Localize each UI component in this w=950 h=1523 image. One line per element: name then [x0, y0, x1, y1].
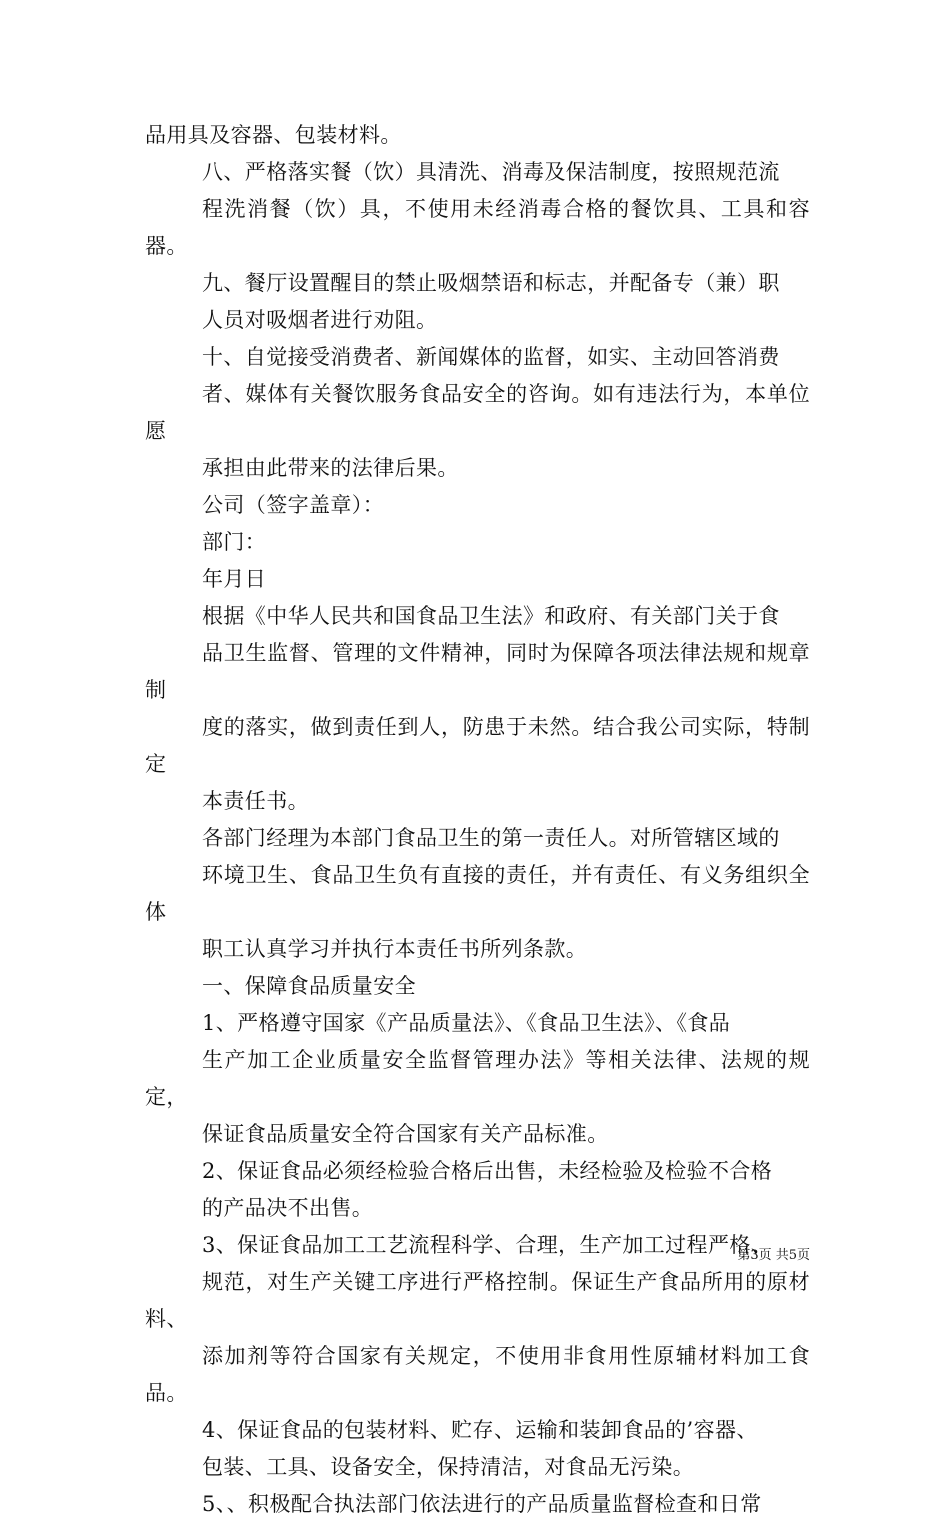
text-line: 品卫生监督、管理的文件精神，同时为保障各项法律法规和规章制: [145, 641, 810, 702]
paragraph: [145, 1412, 810, 1486]
text-line: 包装、工具、设备安全，保持清洁，对食品无污染。: [202, 1455, 695, 1479]
text-line: 人员对吸烟者进行劝阻。: [202, 308, 438, 332]
paragraph: [145, 1005, 810, 1153]
text-line: 十、自觉接受消费者、新闻媒体的监督，如实、主动回答消费: [202, 345, 780, 369]
text-line: 的产品决不出售。: [202, 1196, 374, 1220]
text-line: 添加剂等符合国家有关规定，不使用非食用性原辅材料加工食品。: [145, 1344, 810, 1405]
paragraph: [145, 1486, 810, 1523]
text-line: 1、严格遵守国家《产品质量法》、《食品卫生法》、《食品: [202, 1011, 731, 1035]
text-line: 承担由此带来的法律后果。: [202, 456, 459, 480]
text-line: 各部门经理为本部门食品卫生的第一责任人。对所管辖区域的: [202, 826, 780, 850]
paragraph: [145, 598, 810, 820]
document-body: [145, 117, 810, 1523]
text-line: 者、媒体有关餐饮服务食品安全的咨询。如有违法行为，本单位愿: [145, 382, 810, 443]
paragraph: [145, 117, 810, 154]
text-line: 环境卫生、食品卫生负有直接的责任，并有责任、有义务组织全体: [145, 863, 810, 924]
paragraph: [145, 561, 810, 598]
text-line: 生产加工企业质量安全监督管理办法》等相关法律、法规的规定，: [145, 1048, 810, 1109]
paragraph: [145, 1153, 810, 1227]
page-number: 第3页 共5页: [737, 1248, 810, 1263]
paragraph: [145, 820, 810, 968]
text-line: 本责任书。: [202, 789, 309, 813]
text-line: 八、严格落实餐（饮）具清洗、消毒及保洁制度，按照规范流: [202, 160, 780, 184]
text-line: 九、餐厅设置醒目的禁止吸烟禁语和标志，并配备专（兼）职: [202, 271, 780, 295]
text-line: 4、保证食品的包装材料、贮存、运输和装卸食品的’容器、: [202, 1418, 758, 1442]
text-line: 品用具及容器、包装材料。: [145, 123, 402, 147]
text-line: 年月日: [202, 567, 267, 591]
text-line: 保证食品质量安全符合国家有关产品标准。: [202, 1122, 609, 1146]
paragraph: [145, 339, 810, 487]
text-line: 5、、积极配合执法部门依法进行的产品质量监督检查和日常: [202, 1492, 762, 1516]
paragraph: [145, 487, 810, 524]
paragraph: [145, 154, 810, 265]
text-line: 职工认真学习并执行本责任书所列条款。: [202, 937, 588, 961]
text-line: 程洗消餐（饮）具，不使用未经消毒合格的餐饮具、工具和容器。: [145, 197, 810, 258]
text-line: 一、保障食品质量安全: [202, 974, 416, 998]
text-line: 度的落实，做到责任到人，防患于未然。结合我公司实际，特制定: [145, 715, 810, 776]
text-line: 根据《中华人民共和国食品卫生法》和政府、有关部门关于食: [202, 604, 780, 628]
text-line: 3、保证食品加工工艺流程科学、合理，生产加工过程严格、: [202, 1233, 773, 1257]
paragraph: [145, 265, 810, 339]
text-line: 规范，对生产关键工序进行严格控制。保证生产食品所用的原材料、: [145, 1270, 810, 1331]
text-line: 2、保证食品必须经检验合格后出售，未经检验及检验不合格: [202, 1159, 773, 1183]
text-line: 部门：: [202, 530, 267, 554]
text-line: 公司（签字盖章）：: [202, 493, 385, 517]
paragraph: [145, 968, 810, 1005]
paragraph: [145, 524, 810, 561]
